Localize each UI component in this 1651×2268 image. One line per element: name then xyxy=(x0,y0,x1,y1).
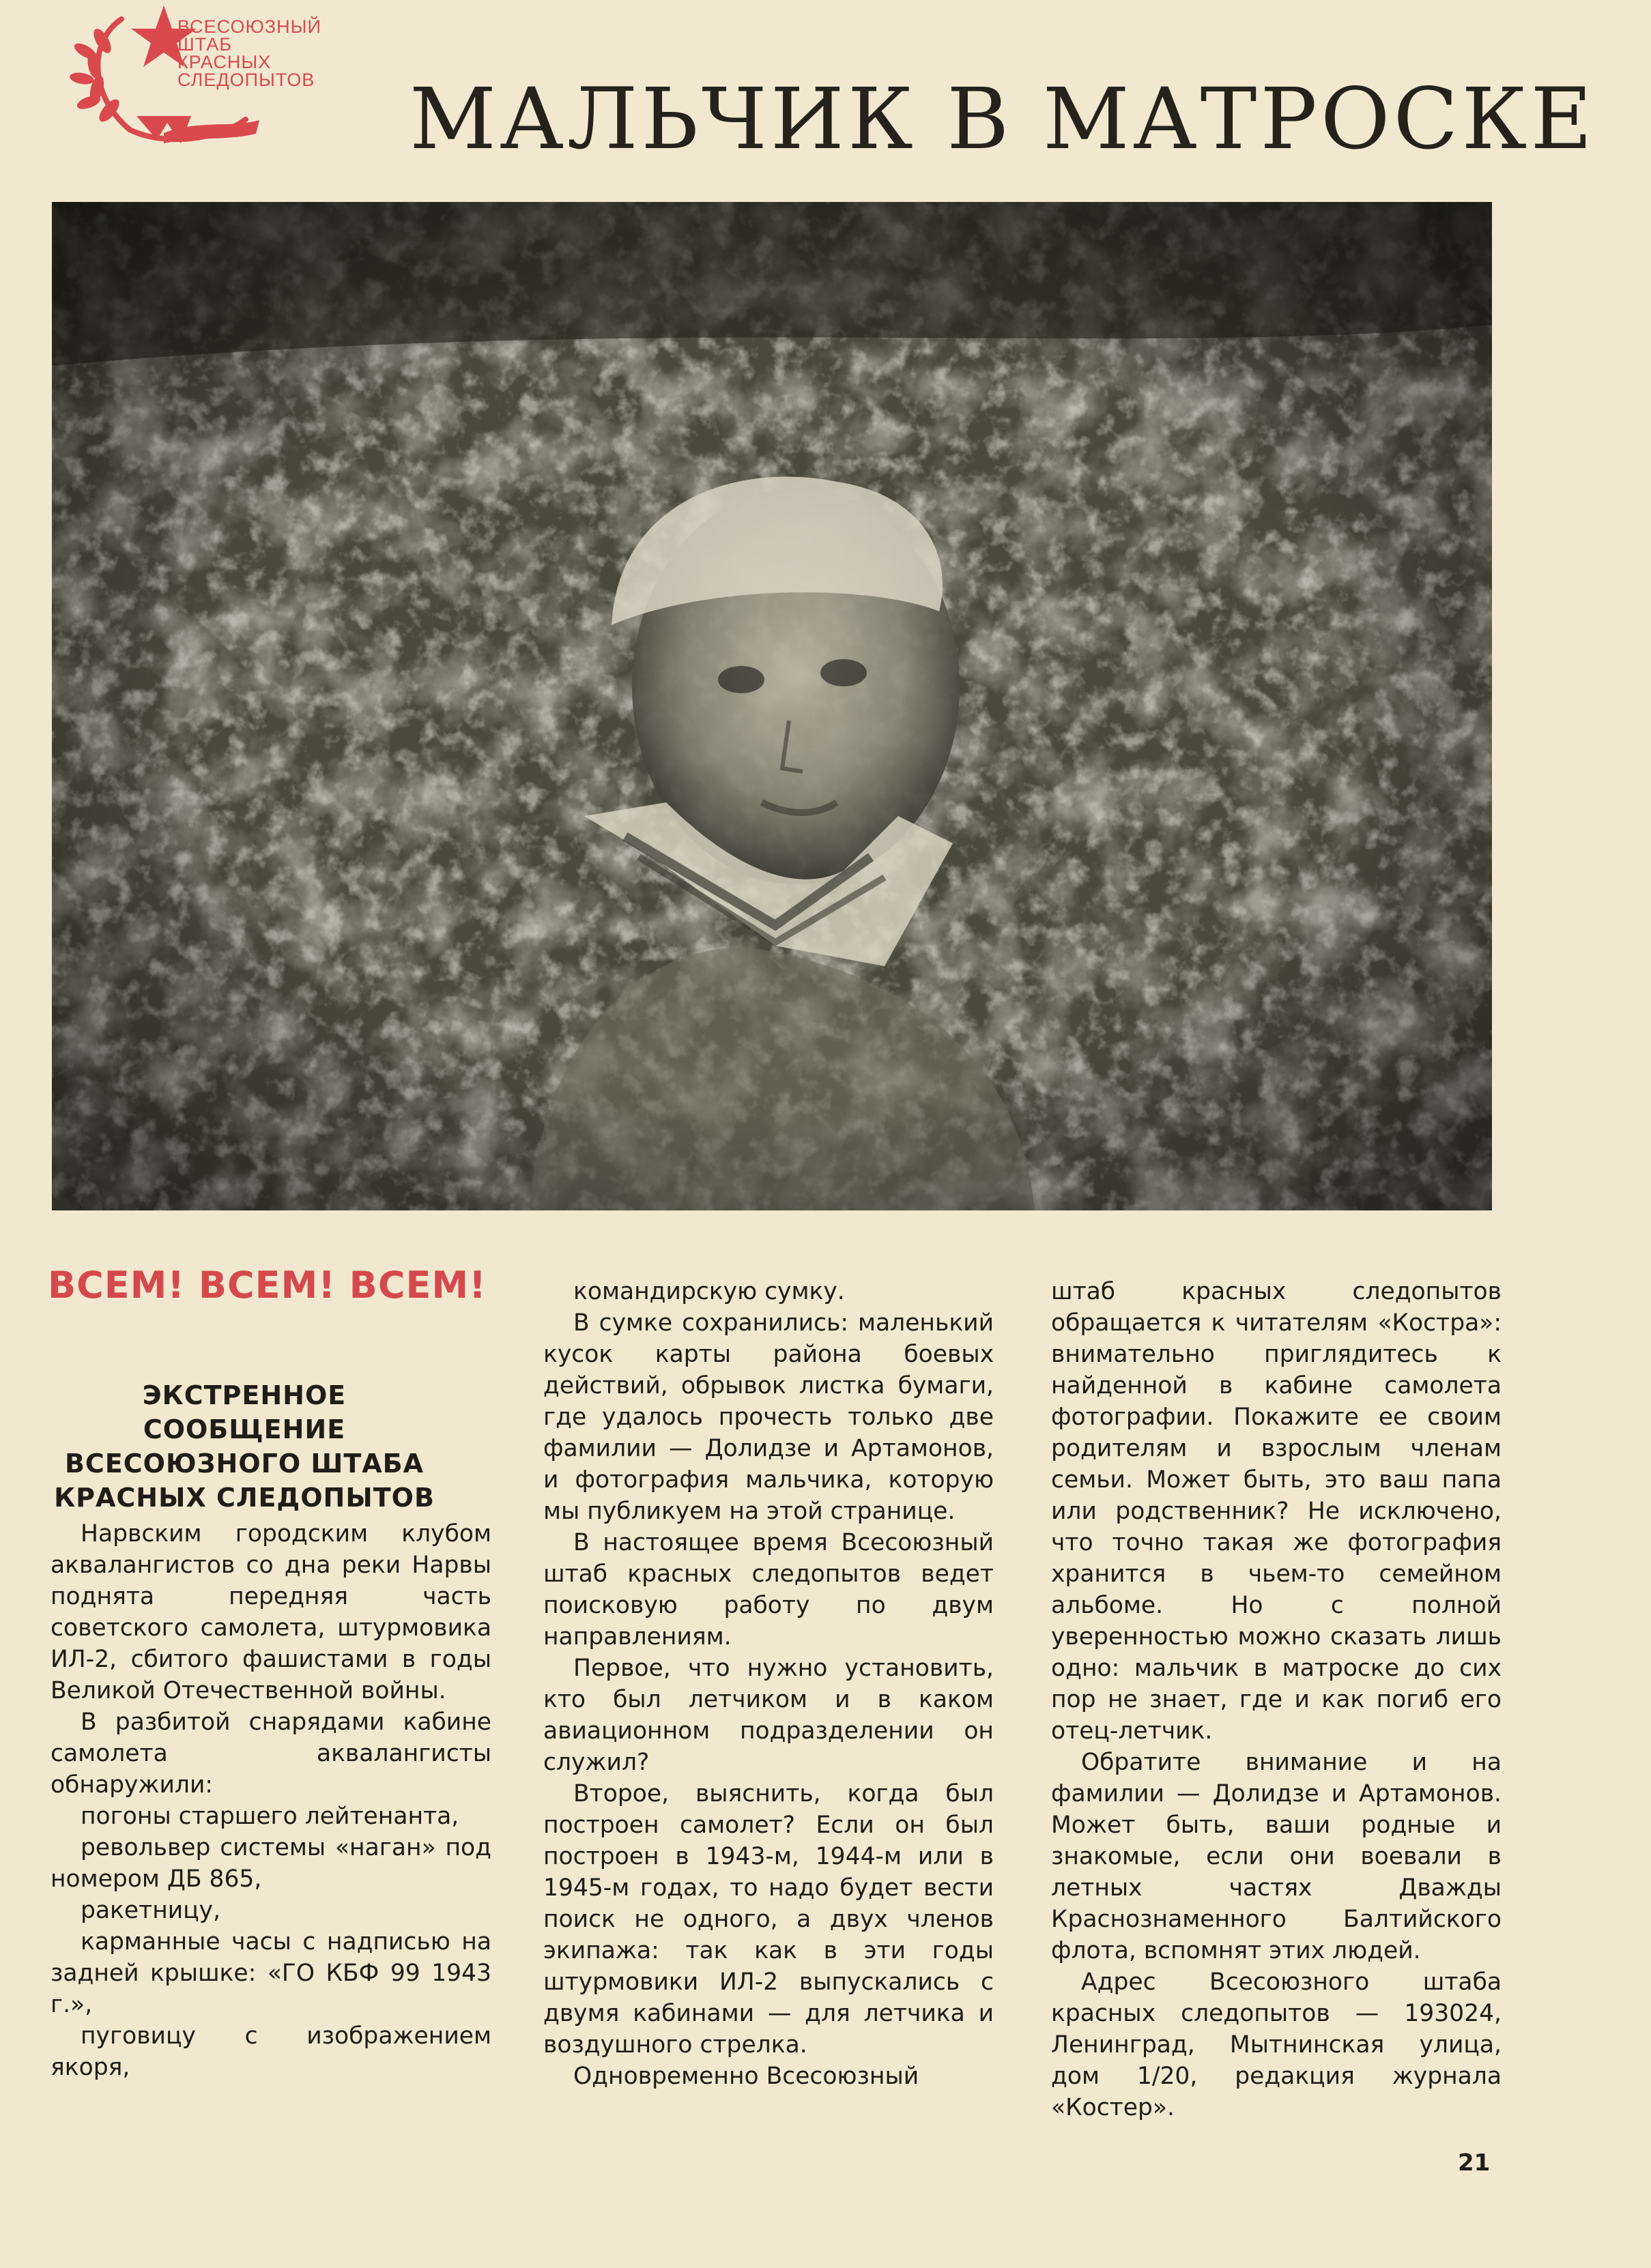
paragraph: револьвер системы «наган» под номером ДБ 865, xyxy=(51,1834,491,1893)
article-column-2 xyxy=(543,1276,994,2092)
subheadline xyxy=(53,1378,435,1515)
paragraph: В сумке сохранились: маленький кусок карты района боевых действий, обрывок листка бумаги, где удалось прочесть только две фамилии — Долидзе и Артамонов, и фотография мальчика, которую мы публикуем на этой странице. xyxy=(543,1309,994,1525)
paragraph: погоны старшего лейтенанта, xyxy=(81,1803,459,1830)
subhead-line: КРАСНЫХ СЛЕДОПЫТОВ xyxy=(54,1483,435,1513)
emblem-line: СЛЕДОПЫТОВ xyxy=(177,70,315,90)
paragraph: штаб красных следопытов обращается к читателям «Костра»: внимательно приглядитесь к найденной в кабине самолета фотографии. Покажите ее своим родителям и взрослым членам семьи. Может быть, это ваш папа или родственник? Не исключено, что точно такая же фотография хранится в чьем-то семейном альбоме. Но с полной уверенностью можно сказать лишь одно: мальчик в матроске до сих пор не знает, где и как погиб его отец-летчик. xyxy=(1051,1278,1502,1745)
emblem-line: ШТАБ xyxy=(177,34,233,55)
paragraph: пуговицу с изображением якоря, xyxy=(51,2022,491,2081)
paragraph: командирскую сумку. xyxy=(573,1278,845,1305)
article-column-3 xyxy=(1051,1276,1502,2123)
page-number: 21 xyxy=(1458,2149,1491,2177)
paragraph: Нарвским городским клубом аквалангистов со дна реки Нарвы поднята передняя часть советского самолета, штурмовика ИЛ-2, сбитого фашистами в годы Великой Отечественной войны. xyxy=(51,1520,491,1704)
paragraph: В настоящее время Всесоюзный штаб красных следопытов ведет поисковую работу по двум направлениям. xyxy=(543,1529,994,1651)
paragraph: Первое, что нужно установить, кто был летчиком и в каком авиационном подразделении он служил? xyxy=(543,1655,994,1776)
article-column-1 xyxy=(51,1518,491,2083)
paragraph: Одновременно Всесоюзный xyxy=(573,2063,919,2090)
paragraph: ракетницу, xyxy=(81,1897,221,1924)
kicker-headline: ВСЕМ! ВСЕМ! ВСЕМ! xyxy=(48,1264,487,1307)
emblem-text xyxy=(177,18,321,89)
emblem-line: ВСЕСОЮЗНЫЙ xyxy=(177,16,321,37)
paragraph: Второе, выяснить, когда был построен самолет? Если он был построен в 1943-м, 1944-м или в 1945-м годах, то надо будет вести поиск не одного, а двух членов экипажа: так как в эти годы штурмовики ИЛ-2 выпускались с двумя кабинами — для летчика и воздушного стрелка. xyxy=(543,1780,994,2059)
paragraph: В разбитой снарядами кабине самолета аквалангисты обнаружили: xyxy=(51,1709,491,1799)
emblem xyxy=(61,0,348,150)
emblem-line: КРАСНЫХ xyxy=(177,52,272,72)
subhead-line: ЭКСТРЕННОЕ СООБЩЕНИЕ xyxy=(142,1380,347,1444)
paragraph: Обратите внимание и на фамилии — Долидзе и Артамонов. Может быть, ваши родные и знакомые, если они воевали в летных частях Дважды Краснознаменного Балтийского флота, вспомнят этих людей. xyxy=(1051,1749,1502,1964)
photo xyxy=(52,202,1492,1210)
subhead-line: ВСЕСОЮЗНОГО ШТАБА xyxy=(64,1449,425,1479)
page-title: МАЛЬЧИК В МАТРОСКЕ xyxy=(410,70,1596,169)
paragraph: Адрес Всесоюзного штаба красных следопытов — 193024, Ленинград, Мытнинская улица, дом 1/20, редакция журнала «Костер». xyxy=(1051,1968,1502,2121)
boy-in-sailor-suit-photo-icon xyxy=(52,202,1492,1210)
paragraph: карманные часы с надписью на задней крышке: «ГО КБФ 99 1943 г.», xyxy=(51,1928,491,2018)
